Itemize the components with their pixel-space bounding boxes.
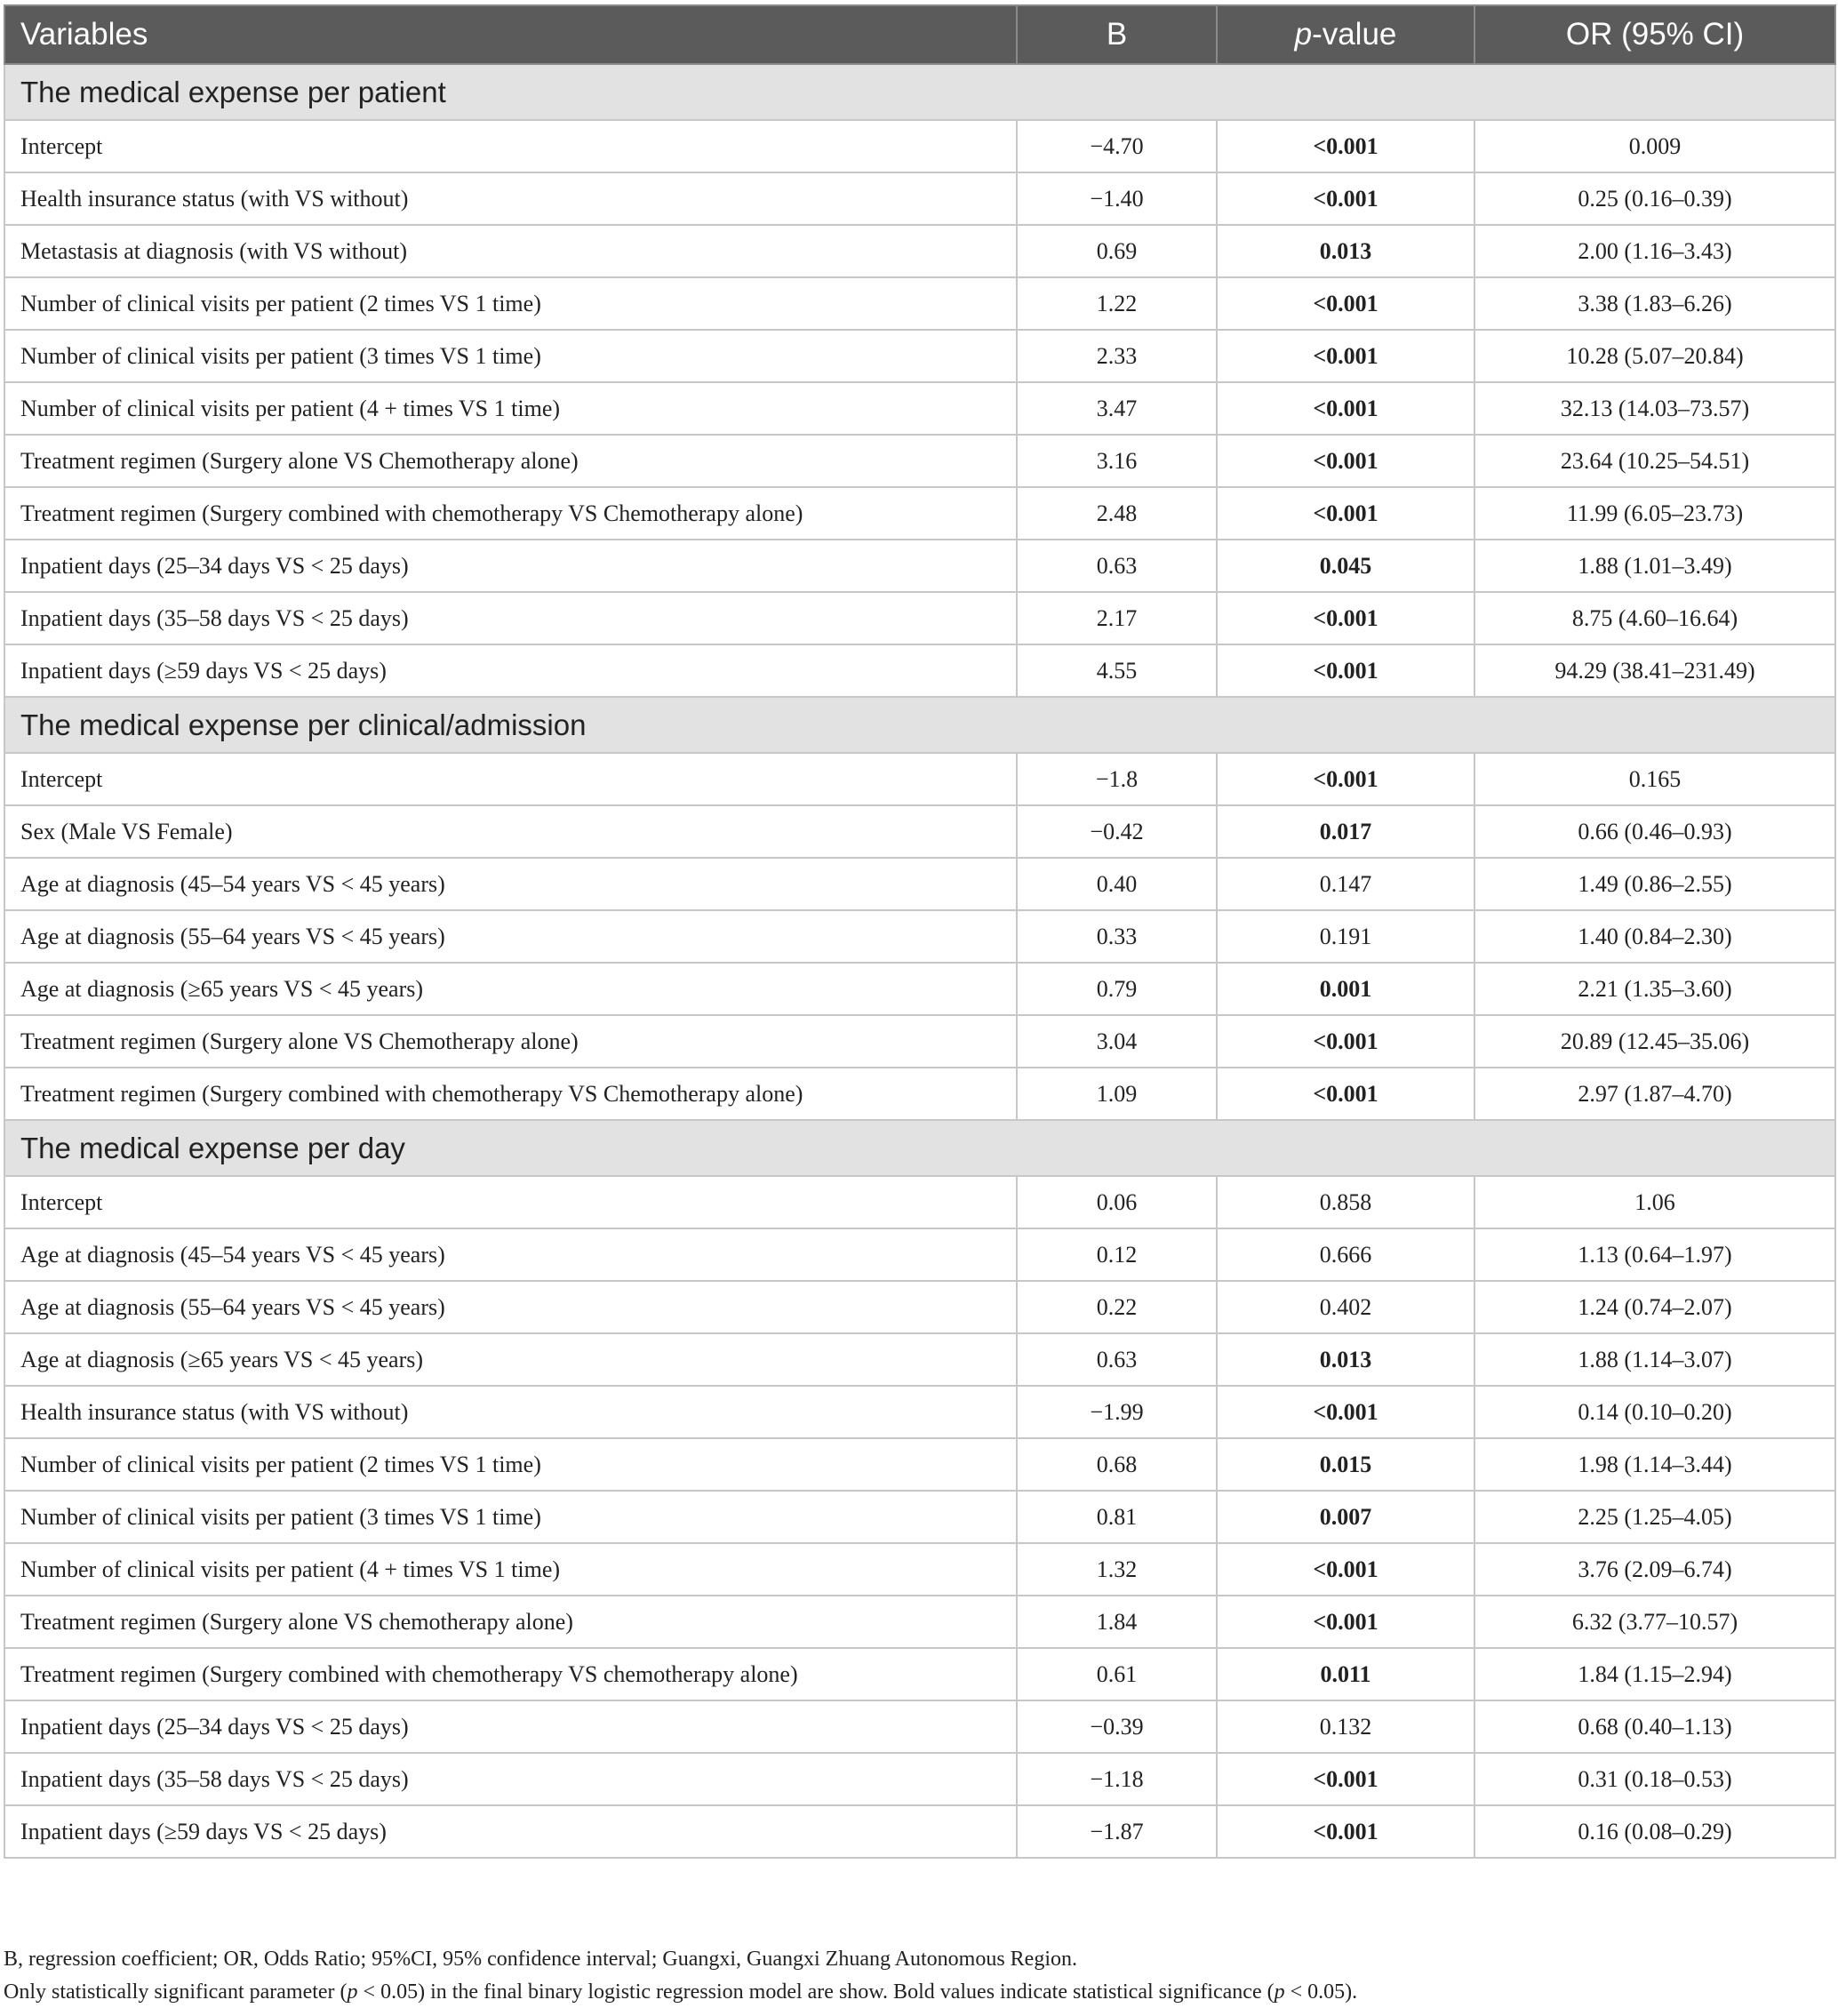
header-p-italic: p [1294,17,1313,52]
cell-variable: Metastasis at diagnosis (with VS without) [4,225,1017,277]
table-row [4,910,1835,963]
cell-b: 0.69 [1017,225,1217,277]
cell-p-value: <0.001 [1217,644,1474,697]
cell-variable: Treatment regimen (Surgery combined with chemotherapy VS Chemotherapy alone) [4,1068,1017,1120]
table-row [4,1281,1835,1333]
section-header-row [4,64,1835,120]
footnote-text: < 0.05). [1284,1980,1358,2004]
cell-b: 0.81 [1017,1491,1217,1543]
cell-b: 2.48 [1017,487,1217,540]
table-row [4,1753,1835,1805]
table-row [4,120,1835,172]
cell-p-value: 0.858 [1217,1176,1474,1228]
cell-b: 0.22 [1017,1281,1217,1333]
cell-variable: Number of clinical visits per patient (3 times VS 1 time) [4,330,1017,382]
cell-or-ci: 0.14 (0.10–0.20) [1474,1386,1835,1438]
cell-variable: Intercept [4,753,1017,805]
cell-b: 0.06 [1017,1176,1217,1228]
cell-p-value: 0.015 [1217,1438,1474,1491]
table-row [4,1700,1835,1753]
cell-b: 0.68 [1017,1438,1217,1491]
cell-b: 0.12 [1017,1228,1217,1281]
cell-variable: Number of clinical visits per patient (2 times VS 1 time) [4,277,1017,330]
table-row [4,1491,1835,1543]
cell-b: 0.40 [1017,858,1217,910]
cell-variable: Inpatient days (≥59 days VS < 25 days) [4,644,1017,697]
table-row [4,1015,1835,1068]
cell-or-ci: 1.40 (0.84–2.30) [1474,910,1835,963]
cell-p-value: <0.001 [1217,753,1474,805]
cell-variable: Number of clinical visits per patient (4 + times VS 1 time) [4,382,1017,435]
cell-or-ci: 1.49 (0.86–2.55) [1474,858,1835,910]
cell-variable: Age at diagnosis (55–64 years VS < 45 years) [4,1281,1017,1333]
table-row [4,330,1835,382]
cell-variable: Health insurance status (with VS without) [4,172,1017,225]
cell-p-value: <0.001 [1217,330,1474,382]
table-row [4,382,1835,435]
section-header-row [4,1120,1835,1176]
cell-p-value: 0.007 [1217,1491,1474,1543]
cell-p-value: <0.001 [1217,1543,1474,1596]
cell-b: −0.42 [1017,805,1217,858]
cell-p-value: 0.666 [1217,1228,1474,1281]
table-row [4,753,1835,805]
cell-b: 1.22 [1017,277,1217,330]
cell-or-ci: 0.009 [1474,120,1835,172]
header-p-rest: -value [1312,17,1397,52]
regression-table [4,4,1836,1859]
cell-p-value: 0.147 [1217,858,1474,910]
cell-p-value: 0.017 [1217,805,1474,858]
cell-b: 3.04 [1017,1015,1217,1068]
cell-variable: Treatment regimen (Surgery alone VS Chemotherapy alone) [4,1015,1017,1068]
table-row [4,805,1835,858]
table-row [4,540,1835,592]
header-p-value [1217,5,1474,64]
cell-b: −1.87 [1017,1805,1217,1858]
table-row [4,435,1835,487]
cell-variable: Age at diagnosis (45–54 years VS < 45 years) [4,1228,1017,1281]
footnote-abbreviations: B, regression coefficient; OR, Odds Ratio; 95%CI, 95% confidence interval; Guangxi, Guangxi Zhuang Autonomous Region. [4,1948,1078,1971]
cell-or-ci: 3.38 (1.83–6.26) [1474,277,1835,330]
section-header-row [4,697,1835,753]
cell-variable: Intercept [4,120,1017,172]
table-row [4,1648,1835,1700]
cell-variable: Number of clinical visits per patient (4 + times VS 1 time) [4,1543,1017,1596]
cell-b: 2.17 [1017,592,1217,644]
cell-variable: Age at diagnosis (≥65 years VS < 45 years) [4,963,1017,1015]
cell-or-ci: 0.165 [1474,753,1835,805]
cell-or-ci: 2.21 (1.35–3.60) [1474,963,1835,1015]
cell-or-ci: 0.25 (0.16–0.39) [1474,172,1835,225]
cell-p-value: 0.191 [1217,910,1474,963]
section-title: The medical expense per day [4,1120,1835,1176]
cell-b: −1.99 [1017,1386,1217,1438]
cell-variable: Inpatient days (25–34 days VS < 25 days) [4,1700,1017,1753]
cell-variable: Age at diagnosis (45–54 years VS < 45 years) [4,858,1017,910]
cell-or-ci: 32.13 (14.03–73.57) [1474,382,1835,435]
cell-b: −4.70 [1017,120,1217,172]
cell-b: 1.84 [1017,1596,1217,1648]
header-row [4,5,1835,64]
cell-variable: Age at diagnosis (55–64 years VS < 45 years) [4,910,1017,963]
section-title: The medical expense per patient [4,64,1835,120]
cell-p-value: <0.001 [1217,1386,1474,1438]
header-variables: Variables [4,5,1017,64]
footnote-p-italic: p [1274,1980,1285,2004]
cell-p-value: <0.001 [1217,1015,1474,1068]
cell-b: 0.63 [1017,540,1217,592]
cell-b: 0.61 [1017,1648,1217,1700]
cell-p-value: <0.001 [1217,1805,1474,1858]
cell-or-ci: 0.68 (0.40–1.13) [1474,1700,1835,1753]
cell-p-value: 0.402 [1217,1281,1474,1333]
table-row [4,1386,1835,1438]
footnote-significance [4,1976,1834,2009]
cell-variable: Sex (Male VS Female) [4,805,1017,858]
cell-p-value: <0.001 [1217,435,1474,487]
cell-b: 4.55 [1017,644,1217,697]
cell-or-ci: 1.88 (1.14–3.07) [1474,1333,1835,1386]
cell-or-ci: 23.64 (10.25–54.51) [1474,435,1835,487]
cell-variable: Intercept [4,1176,1017,1228]
cell-or-ci: 1.84 (1.15–2.94) [1474,1648,1835,1700]
cell-p-value: <0.001 [1217,382,1474,435]
cell-variable: Inpatient days (≥59 days VS < 25 days) [4,1805,1017,1858]
cell-or-ci: 1.13 (0.64–1.97) [1474,1228,1835,1281]
table-row [4,1543,1835,1596]
footnote-p-italic: p [347,1980,358,2004]
cell-or-ci: 11.99 (6.05–23.73) [1474,487,1835,540]
cell-p-value: <0.001 [1217,120,1474,172]
cell-b: −1.40 [1017,172,1217,225]
cell-or-ci: 6.32 (3.77–10.57) [1474,1596,1835,1648]
cell-or-ci: 3.76 (2.09–6.74) [1474,1543,1835,1596]
cell-or-ci: 1.06 [1474,1176,1835,1228]
table-row [4,858,1835,910]
cell-b: 1.32 [1017,1543,1217,1596]
cell-or-ci: 2.97 (1.87–4.70) [1474,1068,1835,1120]
cell-or-ci: 2.25 (1.25–4.05) [1474,1491,1835,1543]
table-row [4,1176,1835,1228]
cell-b: 3.47 [1017,382,1217,435]
cell-variable: Age at diagnosis (≥65 years VS < 45 years) [4,1333,1017,1386]
header-or: OR (95% CI) [1474,5,1835,64]
cell-b: 0.79 [1017,963,1217,1015]
cell-b: −0.39 [1017,1700,1217,1753]
cell-p-value: <0.001 [1217,487,1474,540]
cell-variable: Treatment regimen (Surgery combined with chemotherapy VS Chemotherapy alone) [4,487,1017,540]
cell-or-ci: 2.00 (1.16–3.43) [1474,225,1835,277]
cell-p-value: 0.045 [1217,540,1474,592]
footnote-text: Only statistically significant parameter ( [4,1980,348,2004]
cell-p-value: <0.001 [1217,172,1474,225]
cell-or-ci: 0.16 (0.08–0.29) [1474,1805,1835,1858]
table-row [4,1438,1835,1491]
cell-b: 2.33 [1017,330,1217,382]
cell-p-value: 0.011 [1217,1648,1474,1700]
table-row [4,1228,1835,1281]
header-b: B [1017,5,1217,64]
cell-variable: Inpatient days (35–58 days VS < 25 days) [4,592,1017,644]
table-row [4,1805,1835,1858]
cell-or-ci: 1.24 (0.74–2.07) [1474,1281,1835,1333]
cell-p-value: <0.001 [1217,1753,1474,1805]
table-body [4,64,1835,1858]
table-row [4,1068,1835,1120]
table-row [4,1596,1835,1648]
cell-p-value: 0.132 [1217,1700,1474,1753]
cell-b: −1.18 [1017,1753,1217,1805]
cell-b: 1.09 [1017,1068,1217,1120]
cell-p-value: 0.013 [1217,225,1474,277]
table-row [4,963,1835,1015]
cell-or-ci: 0.66 (0.46–0.93) [1474,805,1835,858]
cell-or-ci: 20.89 (12.45–35.06) [1474,1015,1835,1068]
table-row [4,277,1835,330]
cell-b: 3.16 [1017,435,1217,487]
cell-variable: Health insurance status (with VS without) [4,1386,1017,1438]
cell-variable: Inpatient days (25–34 days VS < 25 days) [4,540,1017,592]
cell-or-ci: 10.28 (5.07–20.84) [1474,330,1835,382]
cell-variable: Treatment regimen (Surgery combined with chemotherapy VS chemotherapy alone) [4,1648,1017,1700]
table-row [4,225,1835,277]
cell-variable: Treatment regimen (Surgery alone VS Chemotherapy alone) [4,435,1017,487]
table-row [4,172,1835,225]
regression-table-container [4,4,1834,1859]
cell-p-value: <0.001 [1217,592,1474,644]
cell-p-value: <0.001 [1217,1596,1474,1648]
footnote-text: < 0.05) in the final binary logistic regression model are show. Bold values indicate statistical significance ( [357,1980,1275,2004]
cell-or-ci: 0.31 (0.18–0.53) [1474,1753,1835,1805]
cell-or-ci: 1.98 (1.14–3.44) [1474,1438,1835,1491]
cell-p-value: 0.001 [1217,963,1474,1015]
section-title: The medical expense per clinical/admission [4,697,1835,753]
table-footnotes [4,1943,1834,2009]
cell-b: −1.8 [1017,753,1217,805]
table-row [4,487,1835,540]
cell-or-ci: 94.29 (38.41–231.49) [1474,644,1835,697]
cell-b: 0.33 [1017,910,1217,963]
cell-variable: Treatment regimen (Surgery alone VS chemotherapy alone) [4,1596,1017,1648]
table-row [4,644,1835,697]
cell-p-value: 0.013 [1217,1333,1474,1386]
cell-variable: Number of clinical visits per patient (3 times VS 1 time) [4,1491,1017,1543]
cell-p-value: <0.001 [1217,277,1474,330]
cell-p-value: <0.001 [1217,1068,1474,1120]
cell-variable: Inpatient days (35–58 days VS < 25 days) [4,1753,1017,1805]
table-header [4,5,1835,64]
cell-or-ci: 8.75 (4.60–16.64) [1474,592,1835,644]
table-row [4,1333,1835,1386]
cell-b: 0.63 [1017,1333,1217,1386]
cell-or-ci: 1.88 (1.01–3.49) [1474,540,1835,592]
table-row [4,592,1835,644]
cell-variable: Number of clinical visits per patient (2 times VS 1 time) [4,1438,1017,1491]
